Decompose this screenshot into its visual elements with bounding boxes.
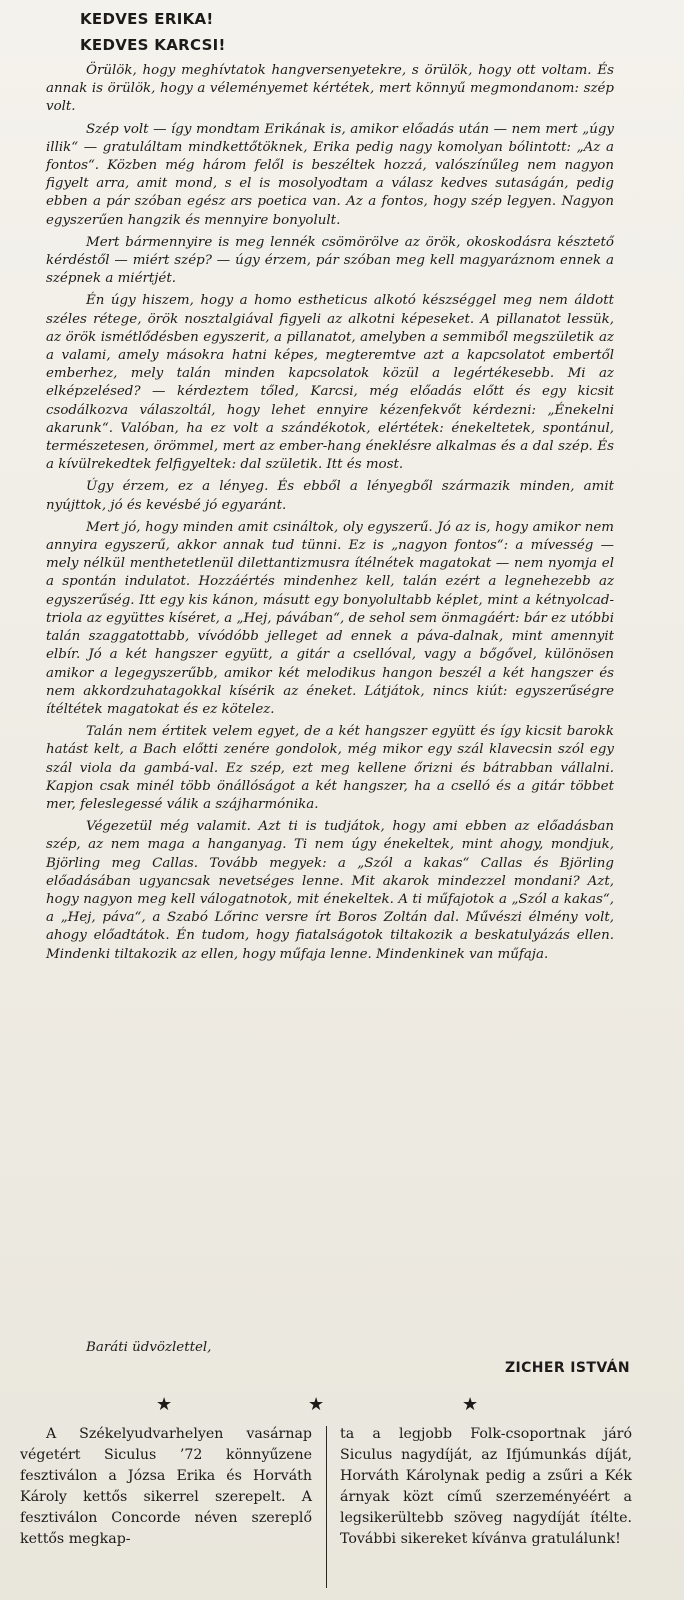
section-separator — [0, 1394, 684, 1418]
salutation-karcsi: KEDVES KARCSI! — [80, 36, 226, 54]
letter-paragraph: Mert bármennyire is meg lennék csömörölve az örök, okoskodásra késztető kérdéstől — miért szép? — úgy érzem, pár szóban meg kell magyaráznom ennek a szépnek a miértjét. — [46, 234, 614, 287]
letter-paragraph: Én úgy hiszem, hogy a homo estheticus alkotó készséggel meg nem áldott széles rétege, örök nosztalgiával figyeli az alkotni képeseket. A pillanatot lessük, az örök ismétlődésben egyszerit, a pillanatot, amelyben a semmiből megszületik az a valami, amely másokra hatni képes, megteremtve azt a kapcsolatot embertől emberhez, mely talán minden kapcsolatok közül a legértékesebb. Mi az elképzelésed? — kérdeztem tőled, Karcsi, még előadás előtt és egy kicsit csodálkozva válaszoltál, hogy lehet ennyire kézenfekvőt kérdezni: „Énekelni akarunk“. Valóban, ha ez volt a szándékotok, elértétek: énekeltetek, spontánul, természetesen, örömmel, mert az ember-hang éneklésre alkalmas és a dal szép. És a kívülrekedtek felfigyeltek: dal születik. Itt és most. — [46, 293, 614, 473]
star-icon: ★ — [156, 1394, 173, 1415]
closing-line: Baráti üdvözlettel, — [86, 1340, 212, 1355]
star-icon: ★ — [462, 1394, 479, 1415]
news-column-right: ta a legjobb Folk-csoportnak járó Siculus nagydíját, az Ifjúmunkás díját, Horváth Károlynak pedig a zsűri a Kék árnyak közt című szerzeményéért a legsikerültebb szöveg nagydíját ítélte. További sikereket kívánva gratulálunk! — [340, 1426, 632, 1547]
letter-paragraph: Szép volt — így mondtam Erikának is, amikor előadás után — nem mert „úgy illik“ — gratuláltam mindkettőtöknek, Erika pedig nagy komolyan bólintott: „Az a fontos“. Közben még három felől is beszéltek hozzá, valószínűleg nem nagyon figyelt arra, amit mond, s el is mosolyodtam a válasz kedves sutaságán, pedig ebben a pár szóban egész ars poetica van. Az a fontos, hogy szép legyen. Nagyon egyszerűen hangzik és mennyire bonyolult. — [46, 121, 614, 228]
author-signature: ZICHER ISTVÁN — [504, 1360, 630, 1376]
letter-paragraph: Végezetül még valamit. Azt ti is tudjátok, hogy ami ebben az előadásban szép, az nem maga a hanganyag. Ti nem úgy énekeltek, mint ahogy, mondjuk, Björling meg Callas. Tovább megyek: a „Szól a kakas“ Callas és Björling előadásában ugyancsak nevetséges lenne. Mit akarok mindezzel mondani? Azt, hogy nagyon meg kell válogatnotok, mit énekeltek. A ti műfajotok a „Szól a kakas“, a „Hej, páva“, a Szabó Lőrinc versre írt Boros Zoltán dal. Művészi élmény volt, ahogy előadtátok. Én tudom, hogy fiatalságotok tiltakozik a beskatulyázás ellen. Mindenki tiltakozik az ellen, hogy műfaja lenne. Mindenkinek van műfaja. — [46, 819, 614, 962]
letter-paragraph: Örülök, hogy meghívtatok hangversenyetekre, s örülök, hogy ott voltam. És annak is örülök, hogy a véleményemet kértétek, mert könnyű megmondanom: szép volt. — [46, 63, 614, 115]
star-icon: ★ — [308, 1394, 325, 1415]
letter-paragraph: Mert jó, hogy minden amit csináltok, oly egyszerű. Jó az is, hogy amikor nem annyira egyszerű, akkor annak tud tünni. Ez is „nagyon fontos“: a mívesség — mely nélkül menthetetlenül dilettantizmusra ítélnétek magatokat — nem nyomja el a spontán indulatot. Hozzáértés mindenhez kell, talán ezért a legnehezebb az egyszerűség. Itt egy kis kánon, másutt egy bonyolultabb képlet, mint a kétnyolcad-triola az együttes kíséret, a „Hej, pávában“, de sehol sem önmagáért: bár ez utóbbi talán szaggatottabb, vívódóbb jelleget ad ennek a páva-dalnak, mint amennyit elbír. Jó a két hangszer együtt, a gitár a csellóval, vagy a bőgővel, különösen amikor a legegyszerűbb, amikor két melodikus hangon beszél a két hangszer és nem akkordzuhatagokkal kísérik az éneket. Látjátok, nincs kiút: egyszerűségre ítéltétek magatokat és ez kötelez. — [46, 519, 614, 717]
news-column-left: A Székelyudvarhelyen vasárnap végetért Siculus ’72 könnyűzene fesztiválon a Józsa Erika és Horváth Károly kettős sikerrel szerepelt. A fesztiválon Concorde néven szereplő kettős megkap- — [20, 1426, 312, 1547]
column-divider — [326, 1426, 327, 1588]
salutation-erika: KEDVES ERIKA! — [80, 10, 214, 28]
news-brief — [20, 1424, 644, 1594]
letter-paragraph: Talán nem értitek velem egyet, de a két hangszer együtt és így kicsit barokk hatást kelt, a Bach előtti zenére gondolok, még mikor egy szál klavecsin szól egy szál viola da gambá-val. Ez szép, ezt meg kellene őrizni és bátrabban vállalni. Kapjon csak minél több önállóságot a két hangszer, ha a cselló és a gitár többet mer, feleslegessé válik a szájharmónika. — [46, 724, 614, 812]
letter-paragraph: Úgy érzem, ez a lényeg. És ebből a lényegből származik minden, amit nyújttok, jó és kevésbé jó egyaránt. — [46, 479, 614, 513]
letter-body — [46, 62, 614, 968]
salutation-block — [80, 6, 226, 58]
